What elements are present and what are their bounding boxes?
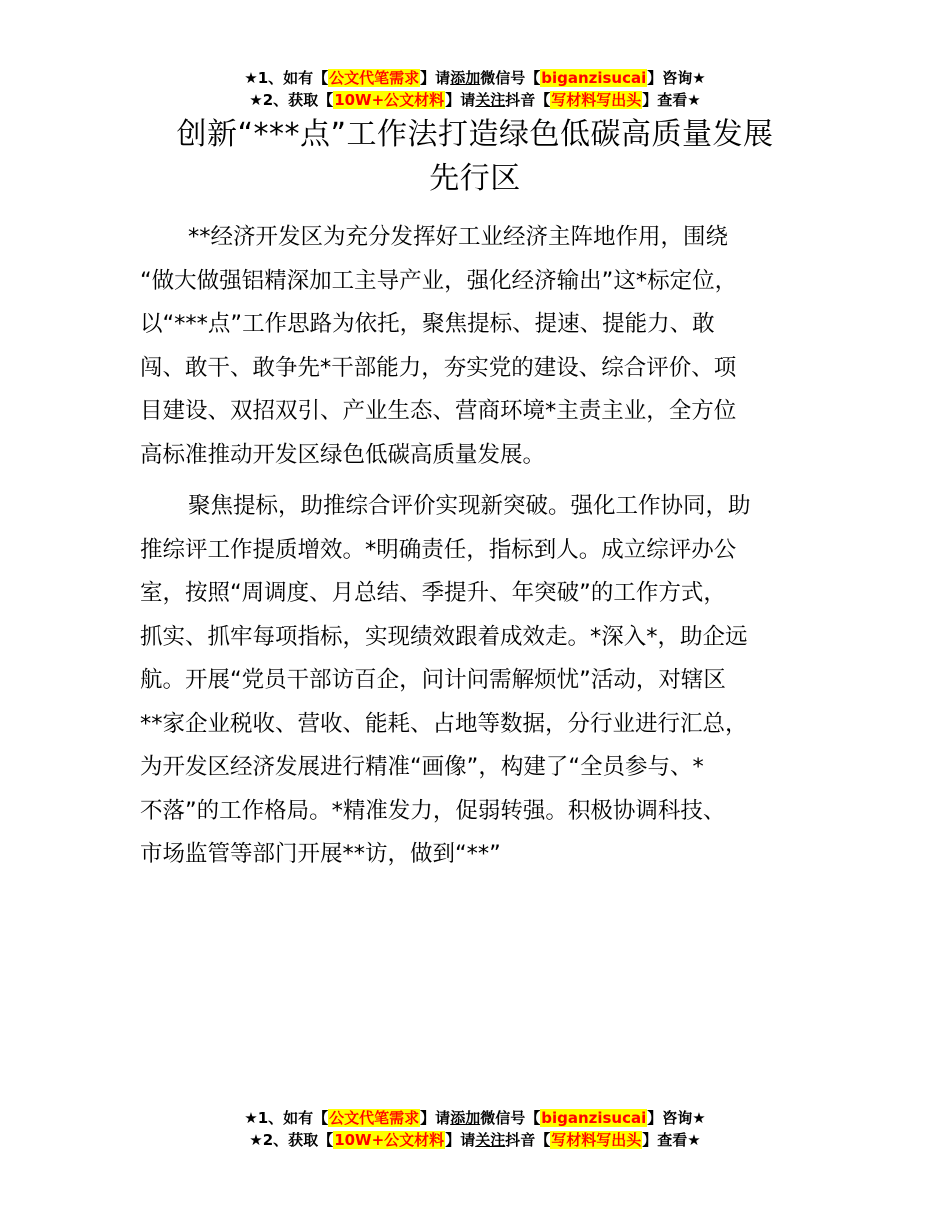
text-line: 高标准推动开发区绿色低碳高质量发展。 bbox=[140, 441, 546, 468]
text-line: **经济开发区为充分发挥好工业经济主阵地作用，围绕 bbox=[188, 224, 729, 250]
highlight-douyin-account: 写材料写出头 bbox=[551, 1131, 642, 1149]
text-line: 为开发区经济发展进行精准“画像”，构建了“全员参与、* bbox=[140, 754, 704, 780]
document-body bbox=[140, 216, 810, 885]
text-line: 市场监管等部门开展**访，做到“**” bbox=[140, 841, 501, 867]
text-line: **家企业税收、营收、能耗、占地等数据，分行业进行汇总， bbox=[140, 710, 748, 737]
banner-line-2: ★2、获取【10W+公文材料】请关注抖音【写材料写出头】查看★ bbox=[249, 91, 701, 109]
banner-line-2: ★2、获取【10W+公文材料】请关注抖音【写材料写出头】查看★ bbox=[249, 1131, 701, 1149]
text-line: 闯、敢干、敢争先*干部能力，夯实党的建设、综合评价、项 bbox=[140, 354, 737, 381]
text-line: “做大做强铝精深加工主导产业，强化经济输出”这*标定位， bbox=[140, 267, 738, 294]
text-line: 聚焦提标，助推综合评价实现新突破。强化工作协同，助 bbox=[188, 493, 751, 519]
text-line: 以“***点”工作思路为依托，聚焦提标、提速、提能力、敢 bbox=[140, 311, 715, 337]
banner-line-1: ★1、如有【公文代笔需求】请添加微信号【biganzisucai】咨询★ bbox=[244, 69, 706, 87]
document-title bbox=[130, 113, 820, 201]
title-line-2: 先行区 bbox=[429, 161, 521, 196]
text-line: 抓实、抓牢每项指标，实现绩效跟着成效走。*深入*，助企远 bbox=[140, 623, 748, 650]
paragraph-intro bbox=[140, 216, 810, 477]
text-line: 目建设、双招双引、产业生态、营商环境*主责主业，全方位 bbox=[140, 398, 737, 424]
title-line-1: 创新“***点”工作法打造绿色低碳高质量发展 bbox=[176, 117, 774, 152]
paragraph-section-1 bbox=[140, 485, 810, 877]
text-line: 室，按照“周调度、月总结、季提升、年突破”的工作方式， bbox=[140, 580, 726, 606]
highlight-materials: 10W+公文材料 bbox=[334, 91, 445, 109]
highlight-service: 公文代笔需求 bbox=[329, 69, 420, 87]
text-line: 航。开展“党员干部访百企，问计问需解烦忧”活动，对辖区 bbox=[140, 667, 726, 693]
banner-line-1: ★1、如有【公文代笔需求】请添加微信号【biganzisucai】咨询★ bbox=[244, 1109, 706, 1127]
highlight-wechat-id: biganzisucai bbox=[541, 69, 647, 87]
footer-banner bbox=[0, 1107, 950, 1151]
text-line: 不落”的工作格局。*精准发力，促弱转强。积极协调科技、 bbox=[140, 797, 726, 824]
highlight-wechat-id: biganzisucai bbox=[541, 1109, 647, 1127]
highlight-douyin-account: 写材料写出头 bbox=[551, 91, 642, 109]
header-banner bbox=[0, 67, 950, 111]
highlight-materials: 10W+公文材料 bbox=[334, 1131, 445, 1149]
text-line: 推综评工作提质增效。*明确责任，指标到人。成立综评办公 bbox=[140, 536, 737, 563]
highlight-service: 公文代笔需求 bbox=[329, 1109, 420, 1127]
